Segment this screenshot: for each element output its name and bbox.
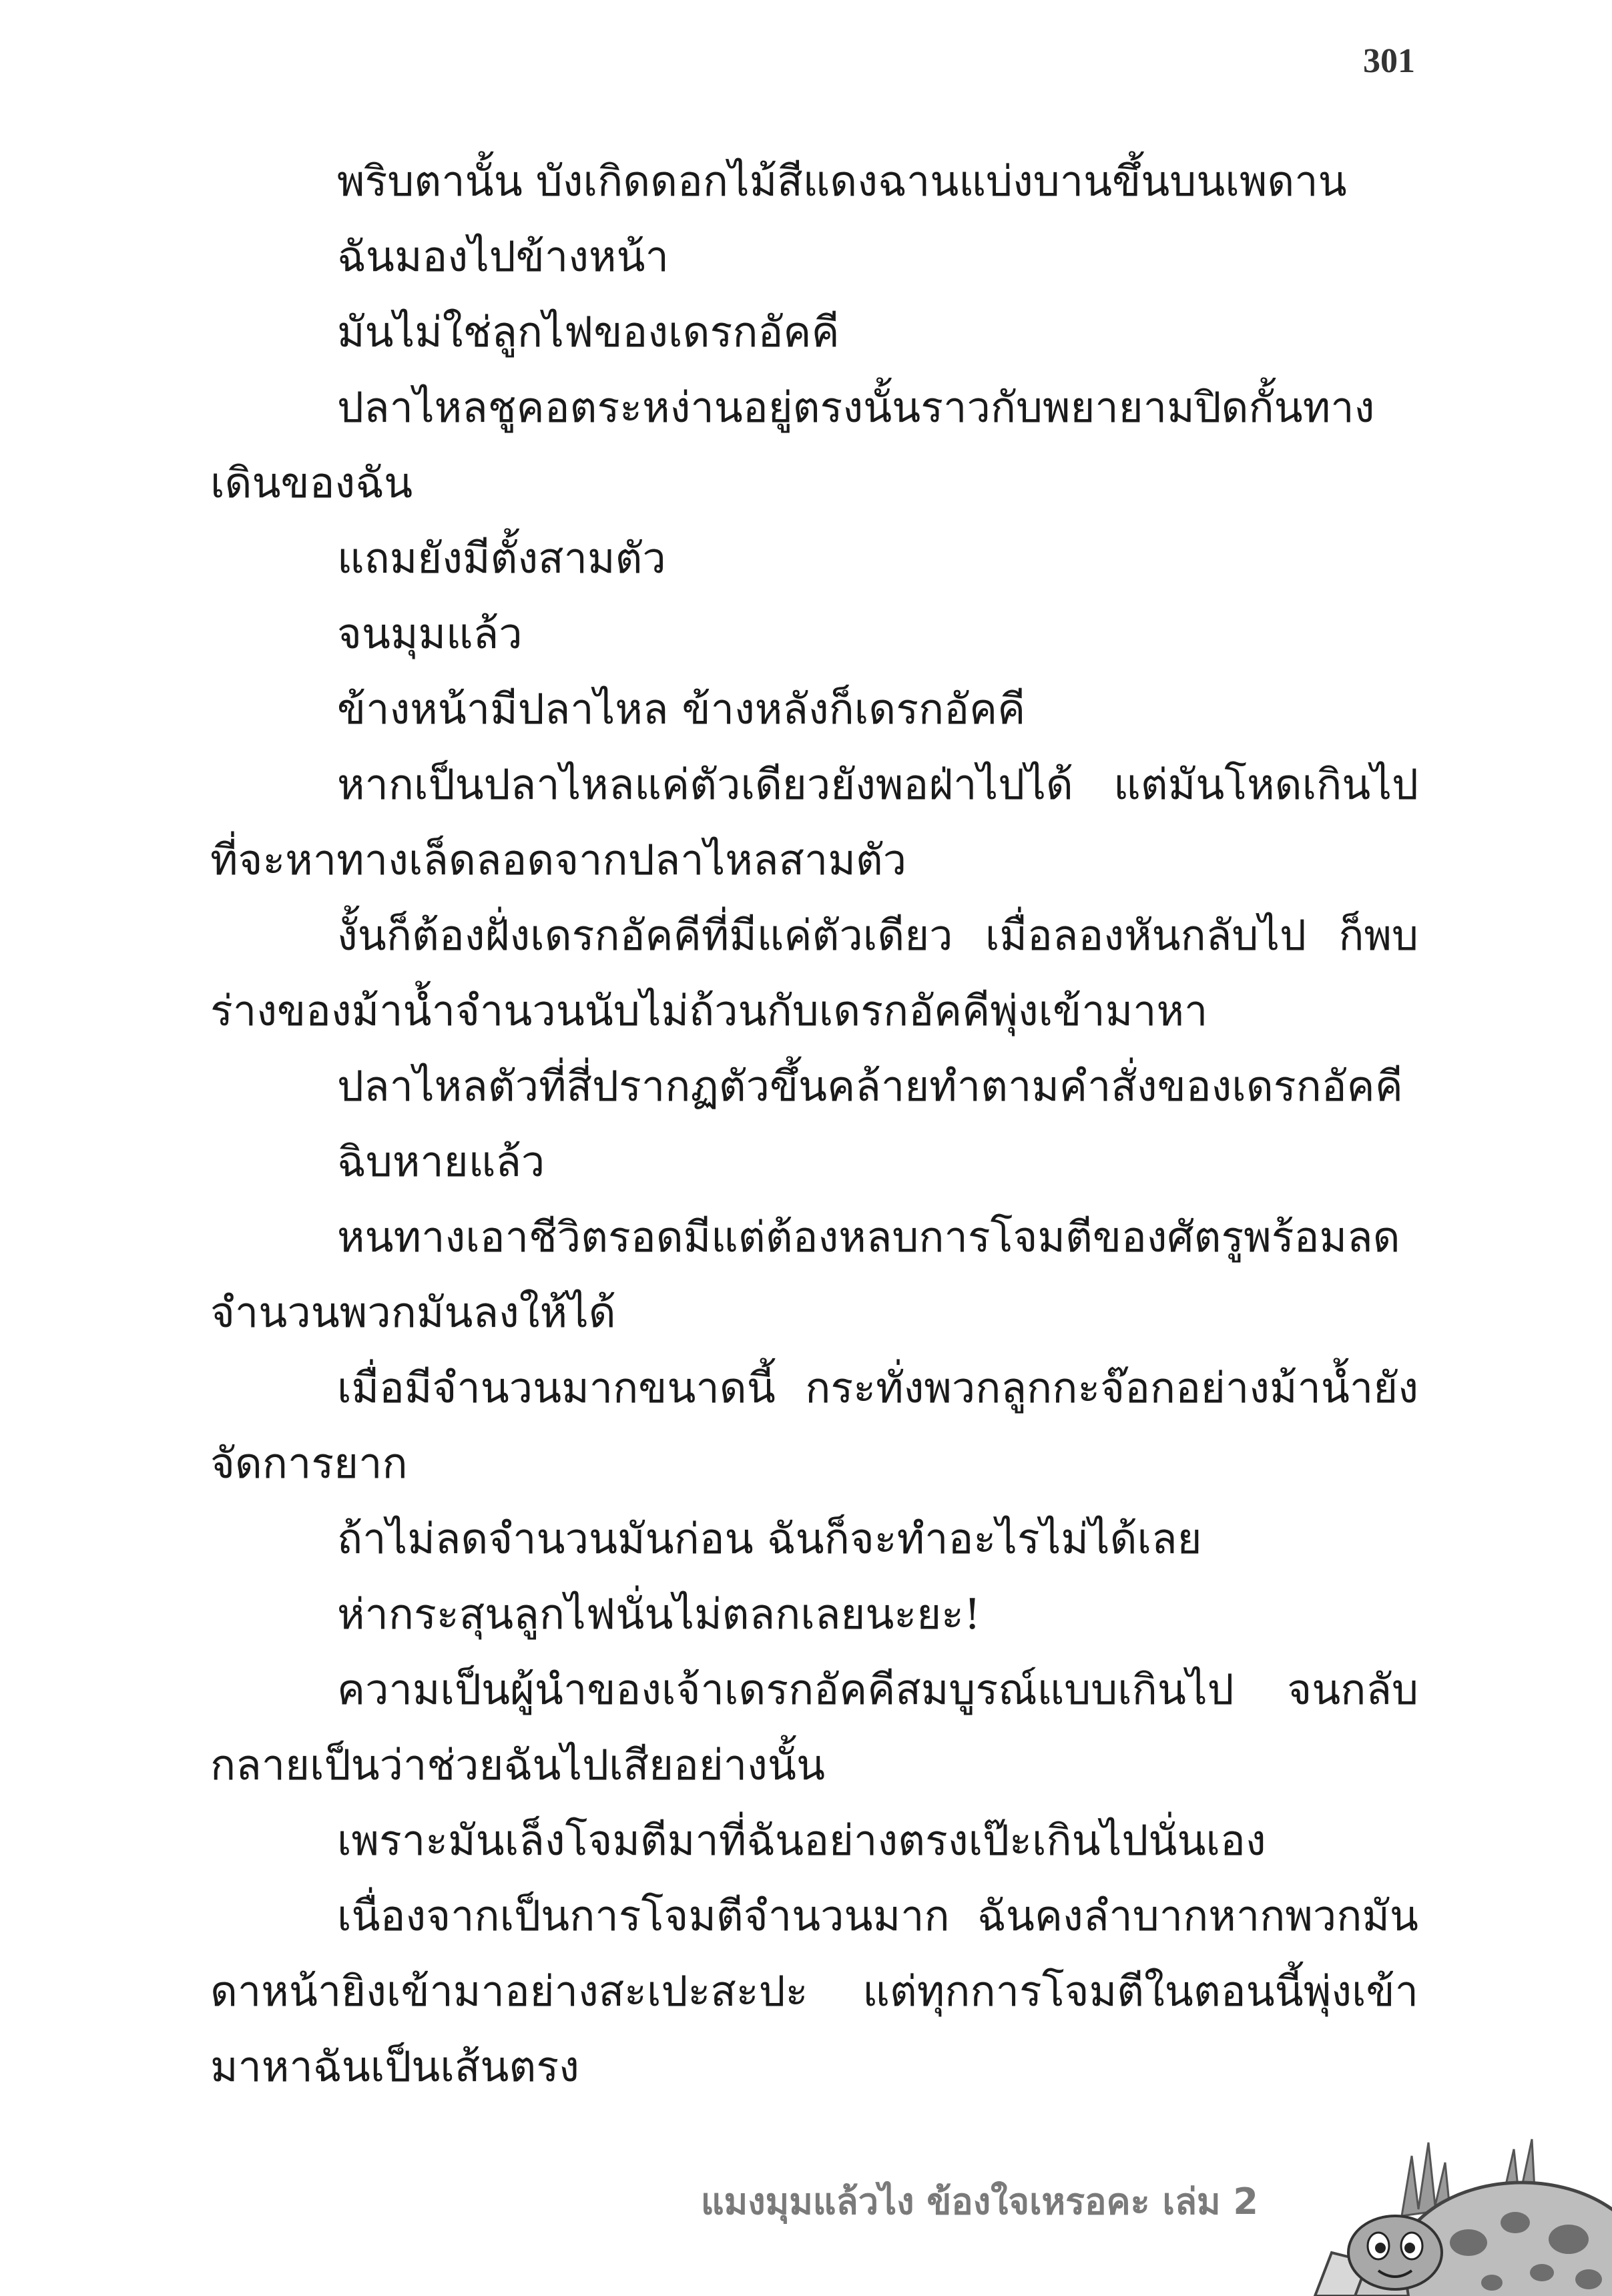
paragraph: หนทางเอาชีวิตรอดมีแต่ต้องหลบการโจมตีของศัตรูพร้อมลดจำนวนพวกมันลงให้ได้ xyxy=(210,1213,1400,1337)
paragraph: ถ้าไม่ลดจำนวนมันก่อน ฉันก็จะทำอะไรไม่ได้เลย xyxy=(337,1514,1202,1563)
paragraph: งั้นก็ต้องฝั่งเดรกอัคคีที่มีแค่ตัวเดียว เมื่อลองหันกลับไป ก็พบร่างของม้าน้ำจำนวนนับไม่ถ้วนกับเดรกอัคคีพุ่งเข้ามาหา xyxy=(210,911,1418,1035)
paragraph: เนื่องจากเป็นการโจมตีจำนวนมาก ฉันคงลำบากหากพวกมันดาหน้ายิงเข้ามาอย่างสะเปะสะปะ แต่ทุกการโจมตีในตอนนี้พุ่งเข้ามาหาฉันเป็นเส้นตรง xyxy=(210,1892,1418,2091)
paragraph: แถมยังมีตั้งสามตัว xyxy=(337,534,666,583)
paragraph: ห่ากระสุนลูกไฟนั่นไม่ตลกเลยนะยะ! xyxy=(337,1590,981,1639)
paragraph: ฉันมองไปข้างหน้า xyxy=(337,232,669,281)
paragraph: หากเป็นปลาไหลแค่ตัวเดียวยังพอฝ่าไปได้ แต่มันโหดเกินไปที่จะหาทางเล็ดลอดจากปลาไหลสามตัว xyxy=(210,760,1418,884)
page-number: 301 xyxy=(1363,42,1415,80)
paragraph: ปลาไหลชูคอตระหง่านอยู่ตรงนั้นราวกับพยายามปิดกั้นทางเดินของฉัน xyxy=(210,383,1375,507)
paragraph: พริบตานั้น บังเกิดดอกไม้สีแดงฉานแบ่งบานขึ้นบนเพดาน xyxy=(337,157,1347,206)
paragraph: เพราะมันเล็งโจมตีมาที่ฉันอย่างตรงเป๊ะเกินไปนั่นเอง xyxy=(337,1816,1266,1865)
spider-egg-mascot-icon xyxy=(1302,2116,1612,2296)
paragraph: ฉิบหายแล้ว xyxy=(337,1137,545,1186)
paragraph: เมื่อมีจำนวนมากขนาดนี้ กระทั่งพวกลูกกะจ๊อกอย่างม้าน้ำยังจัดการยาก xyxy=(210,1364,1418,1488)
book-title-footer: แมงมุมแล้วไง ข้องใจเหรอคะ เล่ม 2 xyxy=(700,2181,1258,2223)
paragraph: ข้างหน้ามีปลาไหล ข้างหลังก็เดรกอัคคี xyxy=(337,685,1026,734)
paragraph: ความเป็นผู้นำของเจ้าเดรกอัคคีสมบูรณ์แบบเกินไป จนกลับกลายเป็นว่าช่วยฉันไปเสียอย่างนั้น xyxy=(210,1665,1418,1789)
paragraph: จนมุมแล้ว xyxy=(337,609,523,658)
paragraph: ปลาไหลตัวที่สี่ปรากฏตัวขึ้นคล้ายทำตามคำสั่งของเดรกอัคคี xyxy=(337,1062,1403,1111)
paragraph: มันไม่ใช่ลูกไฟของเดรกอัคคี xyxy=(337,308,840,356)
body-text xyxy=(210,144,1418,2104)
